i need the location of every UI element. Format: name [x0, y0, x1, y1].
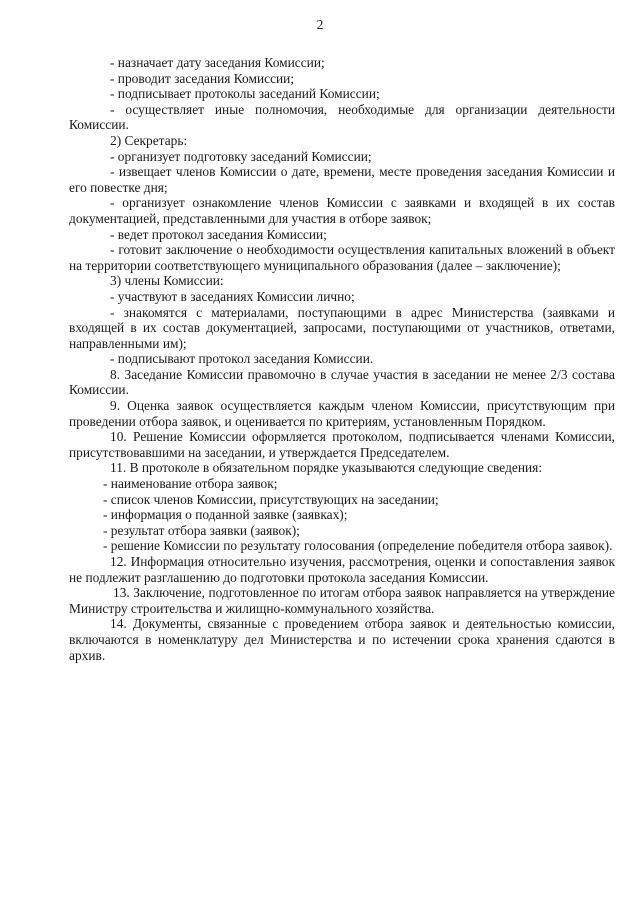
paragraph: 13. Заключение, подготовленное по итогам отбора заявок направляется на утверждение Министру строительства и жилищно-коммунального хозяйства.: [69, 585, 615, 616]
paragraph: - организует подготовку заседаний Комиссии;: [110, 148, 372, 164]
paragraph: - знакомятся с материалами, поступающими в адрес Министерства (заявками и входящей в их состав документацией, запросами, поступающими от участников, ответами, направленными им);: [69, 304, 615, 351]
paragraph: - список членов Комиссии, присутствующих на заседании;: [103, 491, 439, 507]
paragraph: - подписывают протокол заседания Комиссии.: [110, 351, 374, 367]
paragraph: - готовит заключение о необходимости осуществления капитальных вложений в объект на территории соответствующего муниципального образования (далее – заключение);: [69, 242, 615, 273]
paragraph: - решение Комиссии по результату голосования (определение победителя отбора заявок).: [103, 538, 613, 554]
paragraph: 9. Оценка заявок осуществляется каждым членом Комиссии, присутствующим при проведении отбора заявок, и оценивается по критериям, установленным Порядком.: [69, 398, 615, 429]
paragraph: - подписывает протоколы заседаний Комиссии;: [110, 86, 380, 102]
paragraph: - осуществляет иные полномочия, необходимые для организации деятельности Комиссии.: [69, 101, 615, 133]
paragraph: 14. Документы, связанные с проведением отбора заявок и деятельностью комиссии, включаются в номенклатуру дел Министерства и по истечении срока хранения сдаются в архив.: [69, 616, 615, 663]
paragraph: - результат отбора заявки (заявок);: [103, 522, 300, 538]
paragraph: - организует ознакомление членов Комиссии с заявками и входящей в их состав документацией, представленными для участия в отборе заявок;: [69, 195, 615, 226]
paragraph: - наименование отбора заявок;: [103, 476, 278, 492]
document-body: [69, 55, 615, 663]
paragraph: 8. Заседание Комиссии правомочно в случае участия в заседании не менее 2/3 состава Комиссии.: [69, 366, 615, 398]
paragraph: 2) Секретарь:: [110, 132, 188, 148]
paragraph: - проводит заседания Комиссии;: [110, 70, 295, 86]
paragraph: 10. Решение Комиссии оформляется протоколом, подписывается членами Комиссии, присутствовавшими на заседании, и утверждается Председателем.: [69, 429, 615, 460]
paragraph: 11. В протоколе в обязательном порядке указываются следующие сведения:: [110, 460, 543, 476]
paragraph: - извещает членов Комиссии о дате, времени, месте проведения заседания Комиссии и его повестке дня;: [69, 164, 615, 195]
paragraph: - участвуют в заседаниях Комиссии лично;: [110, 288, 355, 304]
paragraph: - ведет протокол заседания Комиссии;: [110, 226, 327, 242]
paragraph: 3) члены Комиссии:: [110, 273, 224, 289]
paragraph: - информация о поданной заявке (заявках);: [103, 507, 348, 523]
page-number: 2: [316, 17, 324, 32]
paragraph: 12. Информация относительно изучения, рассмотрения, оценки и сопоставления заявок не подлежит разглашению до подготовки протокола заседания Комиссии.: [69, 554, 615, 585]
paragraph: - назначает дату заседания Комиссии;: [110, 55, 325, 70]
